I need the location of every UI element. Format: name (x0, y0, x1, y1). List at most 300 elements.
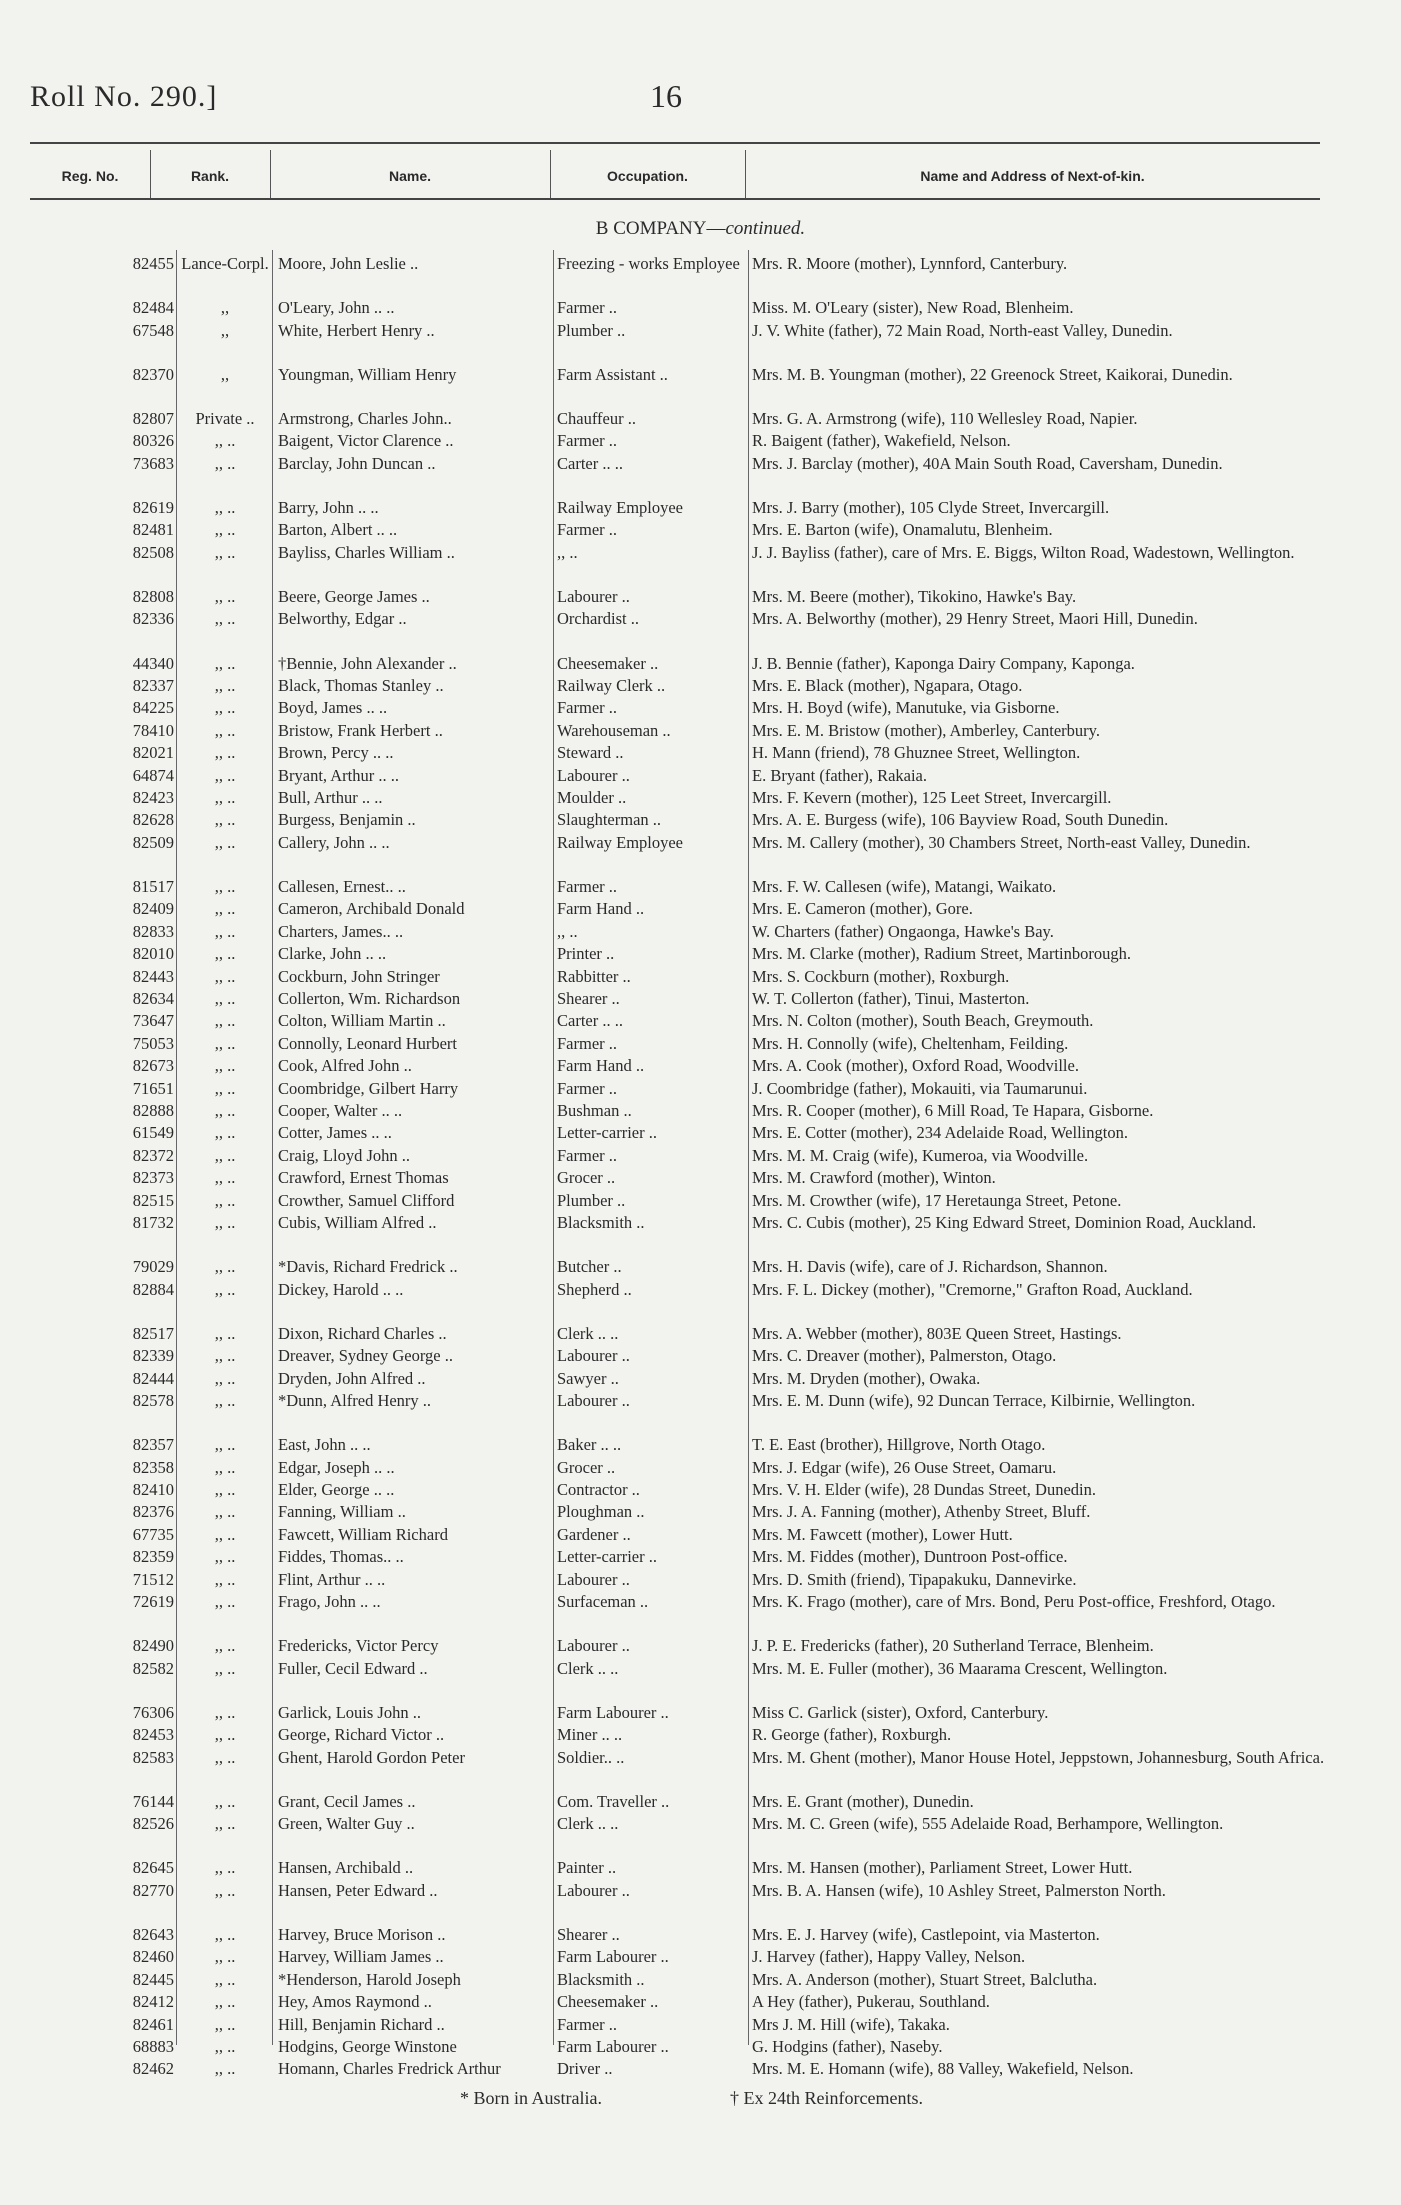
occupation: Farmer .. (557, 698, 618, 718)
occupation: ,, .. (557, 542, 578, 562)
column-header-occupation: Occupation. (607, 168, 688, 184)
next-of-kin: J. B. Bennie (father), Kaponga Dairy Company, Kaponga. (752, 653, 1135, 673)
rank: ,, .. (214, 2037, 236, 2056)
soldier-name: Crawford, Ernest Thomas (278, 1168, 449, 1188)
soldier-name: Flint, Arthur .. .. (278, 1569, 386, 1589)
soldier-name: George, Richard Victor .. (278, 1725, 445, 1745)
soldier-name: Brown, Percy .. .. (278, 743, 394, 763)
occupation: Farmer .. (557, 431, 618, 451)
rank: ,, .. (214, 1480, 236, 1499)
occupation: Painter .. (557, 1858, 617, 1878)
reg-number: 82339 (132, 1346, 174, 1366)
next-of-kin: Mrs. M. Dryden (mother), Owaka. (752, 1368, 981, 1388)
occupation: Clerk .. .. (557, 1814, 619, 1834)
reg-number: 82443 (132, 966, 174, 986)
rank: ,, .. (214, 1725, 236, 1745)
rank: ,, .. (214, 1747, 236, 1767)
soldier-name: Charters, James.. .. (278, 921, 404, 941)
occupation: Gardener .. (557, 1524, 631, 1544)
occupation: Soldier.. .. (557, 1747, 625, 1767)
footnote-reinforcements: † Ex 24th Reinforcements. (730, 2088, 923, 2108)
reg-number: 82460 (132, 1947, 174, 1967)
soldier-name: Callesen, Ernest.. .. (278, 877, 406, 896)
occupation: Plumber .. (557, 1190, 626, 1210)
rank: ,, .. (214, 1636, 236, 1656)
next-of-kin: Mrs. D. Smith (friend), Tipapakuku, Dannevirke. (752, 1569, 1077, 1589)
next-of-kin: Mrs. A. Cook (mother), Oxford Road, Woodville. (752, 1056, 1079, 1076)
occupation: Labourer .. (557, 1636, 630, 1656)
reg-number: 84225 (132, 698, 174, 718)
soldier-name: Belworthy, Edgar .. (278, 609, 407, 629)
occupation: Butcher .. (557, 1257, 622, 1277)
next-of-kin: Mrs. A. Anderson (mother), Stuart Street, Balclutha. (752, 1969, 1098, 1989)
soldier-name: Burgess, Benjamin .. (278, 810, 416, 830)
rank: ,, (220, 298, 230, 318)
soldier-name: Dryden, John Alfred .. (278, 1368, 426, 1388)
rank: ,, .. (214, 453, 236, 473)
reg-number: 82884 (132, 1279, 174, 1299)
occupation: Farm Labourer .. (557, 2037, 669, 2056)
reg-number: 82021 (132, 743, 174, 763)
soldier-name: Bayliss, Charles William .. (278, 542, 455, 562)
rank: ,, .. (214, 1925, 236, 1944)
occupation: Railway Clerk .. (557, 676, 666, 695)
rank: ,, .. (214, 1368, 236, 1388)
reg-number: 82336 (132, 609, 174, 629)
occupation: Farm Labourer .. (557, 1702, 669, 1722)
rank: ,, .. (214, 2014, 236, 2034)
rank: ,, .. (214, 431, 236, 451)
next-of-kin: Miss C. Garlick (sister), Oxford, Canterbury. (752, 1702, 1049, 1722)
next-of-kin: Mrs. V. H. Elder (wife), 28 Dundas Street, Dunedin. (752, 1480, 1097, 1499)
occupation: Farm Hand .. (557, 1056, 645, 1076)
soldier-name: *Davis, Richard Fredrick .. (278, 1257, 458, 1277)
rank: ,, .. (214, 1791, 236, 1811)
reg-number: 82461 (132, 2014, 174, 2034)
reg-number: 82358 (132, 1457, 174, 1477)
reg-number: 73647 (132, 1011, 174, 1031)
next-of-kin: Mrs. E. Black (mother), Ngapara, Otago. (752, 676, 1023, 695)
soldier-name: Barclay, John Duncan .. (278, 453, 436, 473)
next-of-kin: Mrs. F. W. Callesen (wife), Matangi, Waikato. (752, 877, 1057, 896)
reg-number: 82508 (132, 542, 174, 562)
next-of-kin: Mrs. M. Ghent (mother), Manor House Hotel, Jeppstown, Johannesburg, South Africa. (752, 1747, 1325, 1767)
reg-number: 79029 (132, 1257, 174, 1277)
rank: Private .. (195, 409, 255, 428)
rank: ,, .. (214, 720, 236, 740)
next-of-kin: Mrs J. M. Hill (wife), Takaka. (752, 2014, 950, 2034)
next-of-kin: Miss. M. O'Leary (sister), New Road, Blenheim. (752, 298, 1074, 318)
next-of-kin: Mrs. A. Webber (mother), 803E Queen Street, Hastings. (752, 1323, 1122, 1343)
next-of-kin: Mrs. H. Connolly (wife), Cheltenham, Feilding. (752, 1033, 1069, 1053)
footnote-australia: * Born in Australia. (460, 2088, 602, 2108)
occupation: Labourer .. (557, 765, 630, 785)
rank: ,, .. (214, 1123, 236, 1143)
reg-number: 82370 (132, 364, 174, 384)
next-of-kin: W. Charters (father) Ongaonga, Hawke's Bay. (752, 921, 1054, 941)
soldier-name: Black, Thomas Stanley .. (278, 676, 444, 695)
occupation: Labourer .. (557, 1391, 630, 1410)
roll-number: Roll No. 290.] (30, 80, 218, 113)
soldier-name: Bull, Arthur .. .. (278, 788, 383, 807)
reg-number: 82509 (132, 832, 174, 852)
occupation: Farmer .. (557, 1033, 618, 1053)
rank: ,, .. (214, 498, 236, 517)
soldier-name: Harvey, William James .. (278, 1947, 444, 1967)
soldier-name: Dixon, Richard Charles .. (278, 1323, 447, 1343)
next-of-kin: Mrs. H. Boyd (wife), Manutuke, via Gisborne. (752, 698, 1060, 718)
next-of-kin: Mrs. E. Grant (mother), Dunedin. (752, 1791, 974, 1811)
column-header-reg: Reg. No. (61, 168, 119, 184)
occupation: Carter .. .. (557, 453, 623, 473)
rank: ,, .. (214, 921, 236, 941)
rank: ,, .. (214, 765, 236, 785)
reg-number: 64874 (132, 765, 174, 785)
soldier-name: Colton, William Martin .. (278, 1011, 446, 1031)
reg-number: 82583 (132, 1747, 174, 1767)
reg-number: 82578 (132, 1391, 174, 1410)
rank: ,, .. (214, 1323, 236, 1343)
soldier-name: Bryant, Arthur .. .. (278, 765, 399, 785)
next-of-kin: R. George (father), Roxburgh. (752, 1725, 952, 1745)
next-of-kin: Mrs. E. M. Bristow (mother), Amberley, Canterbury. (752, 720, 1100, 740)
next-of-kin: Mrs. C. Cubis (mother), 25 King Edward Street, Dominion Road, Auckland. (752, 1213, 1257, 1232)
rank: ,, .. (214, 1858, 236, 1878)
occupation: Moulder .. (557, 788, 627, 807)
next-of-kin: Mrs. E. Cotter (mother), 234 Adelaide Road, Wellington. (752, 1123, 1128, 1143)
rank: ,, .. (214, 743, 236, 763)
reg-number: 82888 (132, 1101, 174, 1120)
rank: ,, .. (214, 1969, 236, 1989)
rank: ,, .. (214, 1457, 236, 1477)
rank: ,, .. (214, 944, 236, 964)
soldier-name: Homann, Charles Fredrick Arthur (278, 2059, 501, 2079)
occupation: Farmer .. (557, 1078, 618, 1098)
occupation: Rabbitter .. (557, 966, 631, 986)
soldier-name: Connolly, Leonard Hurbert (278, 1033, 458, 1053)
occupation: Surfaceman .. (557, 1592, 649, 1611)
next-of-kin: T. E. East (brother), Hillgrove, North Otago. (752, 1435, 1046, 1455)
rank: ,, .. (214, 1702, 236, 1722)
soldier-name: Boyd, James .. .. (278, 698, 388, 718)
rank: ,, .. (214, 788, 236, 807)
next-of-kin: Mrs. A. E. Burgess (wife), 106 Bayview Road, South Dunedin. (752, 810, 1169, 830)
soldier-name: Youngman, William Henry (278, 364, 457, 384)
soldier-name: Cockburn, John Stringer (278, 966, 440, 986)
column-header-next-of-kin: Name and Address of Next-of-kin. (920, 168, 1145, 184)
rank: ,, .. (214, 1346, 236, 1366)
next-of-kin: Mrs. M. M. Craig (wife), Kumeroa, via Woodville. (752, 1145, 1089, 1165)
reg-number: 71651 (132, 1078, 174, 1098)
next-of-kin: Mrs. J. Edgar (wife), 26 Ouse Street, Oamaru. (752, 1457, 1057, 1477)
occupation: Baker .. .. (557, 1435, 622, 1455)
next-of-kin: J. Coombridge (father), Mokauiti, via Taumarunui. (752, 1078, 1088, 1098)
occupation: Shearer .. (557, 1925, 620, 1944)
reg-number: 82444 (132, 1368, 174, 1388)
reg-number: 82628 (132, 810, 174, 830)
company-name: B COMPANY— (595, 218, 726, 239)
reg-number: 73683 (132, 453, 174, 473)
next-of-kin: G. Hodgins (father), Naseby. (752, 2037, 943, 2056)
soldier-name: Green, Walter Guy .. (278, 1814, 415, 1834)
reg-number: 68883 (132, 2037, 174, 2056)
soldier-name: Callery, John .. .. (278, 832, 390, 852)
next-of-kin: Mrs. M. Clarke (mother), Radium Street, Martinborough. (752, 944, 1131, 964)
rank: ,, .. (214, 1011, 236, 1031)
reg-number: 81517 (132, 877, 174, 896)
occupation: Chauffeur .. (557, 409, 636, 428)
soldier-name: Dreaver, Sydney George .. (278, 1346, 453, 1366)
occupation: Blacksmith .. (557, 1213, 645, 1232)
soldier-name: *Dunn, Alfred Henry .. (278, 1391, 432, 1410)
soldier-name: Hansen, Archibald .. (278, 1858, 414, 1878)
reg-number: 82526 (132, 1814, 174, 1834)
next-of-kin: Mrs. M. Beere (mother), Tikokino, Hawke's Bay. (752, 587, 1077, 606)
next-of-kin: Mrs. M. B. Youngman (mother), 22 Greenock Street, Kaikorai, Dunedin. (752, 364, 1233, 384)
rank: ,, .. (214, 1435, 236, 1455)
next-of-kin: Mrs. M. C. Green (wife), 555 Adelaide Road, Berhampore, Wellington. (752, 1814, 1224, 1834)
next-of-kin: W. T. Collerton (father), Tinui, Masterton. (752, 989, 1030, 1008)
occupation: Com. Traveller .. (557, 1791, 670, 1811)
reg-number: 82453 (132, 1725, 174, 1745)
reg-number: 82673 (132, 1056, 174, 1076)
reg-number: 44340 (132, 653, 174, 673)
soldier-name: Edgar, Joseph .. .. (278, 1457, 395, 1477)
occupation: Bushman .. (557, 1101, 632, 1120)
next-of-kin: Mrs. A. Belworthy (mother), 29 Henry Street, Maori Hill, Dunedin. (752, 609, 1198, 629)
rank: ,, .. (214, 1257, 236, 1277)
occupation: Blacksmith .. (557, 1969, 645, 1989)
occupation: Sawyer .. (557, 1368, 619, 1388)
next-of-kin: A Hey (father), Pukerau, Southland. (752, 1992, 990, 2012)
rank: ,, .. (214, 587, 236, 606)
soldier-name: Crowther, Samuel Clifford (278, 1190, 455, 1210)
rank: ,, .. (214, 1880, 236, 1900)
soldier-name: Fredericks, Victor Percy (278, 1636, 439, 1656)
rank: ,, .. (214, 1145, 236, 1165)
soldier-name: Barry, John .. .. (278, 498, 379, 517)
soldier-name: Craig, Lloyd John .. (278, 1145, 410, 1165)
reg-number: 82645 (132, 1858, 174, 1878)
soldier-name: Hill, Benjamin Richard .. (278, 2014, 445, 2034)
soldier-name: Beere, George James .. (278, 587, 430, 606)
occupation: Plumber .. (557, 320, 626, 340)
next-of-kin: Mrs. F. Kevern (mother), 125 Leet Street, Invercargill. (752, 788, 1112, 807)
reg-number: 82582 (132, 1658, 174, 1678)
rank: ,, .. (214, 1279, 236, 1299)
soldier-name: Cooper, Walter .. .. (278, 1101, 403, 1120)
soldier-name: Garlick, Louis John .. (278, 1702, 421, 1722)
next-of-kin: Mrs. J. A. Fanning (mother), Athenby Street, Bluff. (752, 1502, 1091, 1522)
occupation: Labourer .. (557, 587, 630, 606)
reg-number: 82010 (132, 944, 174, 964)
rank: Lance-Corpl. (181, 254, 269, 273)
soldier-name: Hansen, Peter Edward .. (278, 1880, 438, 1900)
next-of-kin: Mrs. C. Dreaver (mother), Palmerston, Otago. (752, 1346, 1057, 1366)
reg-number: 82359 (132, 1547, 174, 1567)
reg-number: 82376 (132, 1502, 174, 1522)
reg-number: 82409 (132, 899, 174, 919)
next-of-kin: Mrs. M. Callery (mother), 30 Chambers Street, North-east Valley, Dunedin. (752, 832, 1251, 852)
rank: ,, .. (214, 1168, 236, 1188)
soldier-name: Fuller, Cecil Edward .. (278, 1658, 428, 1678)
occupation: Slaughterman .. (557, 810, 662, 830)
reg-number: 82770 (132, 1880, 174, 1900)
rank: ,, .. (214, 520, 236, 540)
reg-number: 81732 (132, 1213, 174, 1232)
occupation: Railway Employee (557, 498, 684, 517)
soldier-name: Elder, George .. .. (278, 1480, 395, 1499)
rank: ,, .. (214, 966, 236, 986)
occupation: Carter .. .. (557, 1011, 623, 1031)
soldier-name: Collerton, Wm. Richardson (278, 989, 461, 1008)
occupation: Farmer .. (557, 877, 618, 896)
occupation: Cheesemaker .. (557, 653, 659, 673)
next-of-kin: Mrs. M. Crawford (mother), Winton. (752, 1168, 996, 1188)
reg-number: 82357 (132, 1435, 174, 1455)
soldier-name: Bristow, Frank Herbert .. (278, 720, 443, 740)
next-of-kin: Mrs. J. Barry (mother), 105 Clyde Street, Invercargill. (752, 498, 1110, 517)
next-of-kin: Mrs. E. Cameron (mother), Gore. (752, 899, 973, 919)
reg-number: 82517 (132, 1323, 174, 1343)
reg-number: 82807 (132, 409, 174, 428)
rank: ,, .. (214, 810, 236, 830)
reg-number: 82808 (132, 587, 174, 606)
occupation: Orchardist .. (557, 609, 640, 629)
rank: ,, (220, 364, 230, 384)
soldier-name: Ghent, Harold Gordon Peter (278, 1747, 465, 1767)
rank: ,, .. (214, 1947, 236, 1967)
next-of-kin: Mrs. R. Cooper (mother), 6 Mill Road, Te Hapara, Gisborne. (752, 1101, 1154, 1120)
reg-number: 75053 (132, 1033, 174, 1053)
rank: ,, .. (214, 676, 236, 695)
soldier-name: Clarke, John .. .. (278, 944, 387, 964)
occupation: Driver .. (557, 2059, 613, 2079)
rank: ,, .. (214, 1569, 236, 1589)
company-continued: continued. (725, 218, 806, 239)
occupation: ,, .. (557, 921, 578, 941)
occupation: Ploughman .. (557, 1502, 645, 1522)
occupation: Letter-carrier .. (557, 1123, 657, 1143)
soldier-name: Cotter, James .. .. (278, 1123, 392, 1143)
reg-number: 82484 (132, 298, 174, 318)
occupation: Labourer .. (557, 1346, 630, 1366)
soldier-name: Coombridge, Gilbert Harry (278, 1078, 459, 1098)
rank: ,, .. (214, 653, 236, 673)
reg-number: 78410 (132, 720, 174, 740)
reg-number: 82372 (132, 1145, 174, 1165)
reg-number: 82490 (132, 1636, 174, 1656)
occupation: Grocer .. (557, 1457, 616, 1477)
occupation: Farmer .. (557, 520, 618, 540)
occupation: Printer .. (557, 944, 615, 964)
reg-number: 80326 (132, 431, 174, 451)
rank: ,, .. (214, 1658, 236, 1678)
soldier-name: Cubis, William Alfred .. (278, 1213, 437, 1232)
occupation: Farmer .. (557, 2014, 618, 2034)
rank: ,, .. (214, 1992, 236, 2012)
rank: ,, .. (214, 1592, 236, 1611)
next-of-kin: J. J. Bayliss (father), care of Mrs. E. Biggs, Wilton Road, Wadestown, Wellington. (752, 542, 1295, 562)
next-of-kin: Mrs. M. E. Homann (wife), 88 Valley, Wakefield, Nelson. (752, 2059, 1134, 2079)
soldier-name: Hey, Amos Raymond .. (278, 1992, 432, 2012)
occupation: Miner .. .. (557, 1725, 623, 1745)
reg-number: 82833 (132, 921, 174, 941)
reg-number: 82445 (132, 1969, 174, 1989)
rank: ,, .. (214, 877, 236, 896)
rank: ,, .. (214, 542, 236, 562)
occupation: Farmer .. (557, 298, 618, 318)
next-of-kin: Mrs. B. A. Hansen (wife), 10 Ashley Street, Palmerston North. (752, 1880, 1166, 1900)
next-of-kin: R. Baigent (father), Wakefield, Nelson. (752, 431, 1011, 451)
next-of-kin: Mrs. E. J. Harvey (wife), Castlepoint, via Masterton. (752, 1925, 1100, 1944)
next-of-kin: H. Mann (friend), 78 Ghuznee Street, Wellington. (752, 743, 1081, 763)
reg-number: 82455 (132, 254, 174, 273)
soldier-name: Moore, John Leslie .. (278, 254, 419, 273)
rank: ,, .. (214, 1078, 236, 1098)
column-header-rank: Rank. (190, 168, 230, 184)
soldier-name: Dickey, Harold .. .. (278, 1279, 404, 1299)
next-of-kin: Mrs. J. Barclay (mother), 40A Main South Road, Caversham, Dunedin. (752, 453, 1223, 473)
occupation: Farm Assistant .. (557, 364, 668, 384)
reg-number: 82634 (132, 989, 174, 1008)
occupation: Clerk .. .. (557, 1323, 619, 1343)
reg-number: 82423 (132, 788, 174, 807)
next-of-kin: Mrs. M. Hansen (mother), Parliament Street, Lower Hutt. (752, 1858, 1133, 1878)
reg-number: 82412 (132, 1992, 174, 2012)
reg-number: 82643 (132, 1925, 174, 1944)
next-of-kin: Mrs. N. Colton (mother), South Beach, Greymouth. (752, 1011, 1094, 1031)
soldier-name: Armstrong, Charles John.. (278, 409, 452, 428)
page-number: 16 (650, 78, 682, 114)
reg-number: 82337 (132, 676, 174, 695)
next-of-kin: E. Bryant (father), Rakaia. (752, 765, 928, 785)
occupation: Steward .. (557, 743, 624, 763)
occupation: Shepherd .. (557, 1279, 632, 1299)
next-of-kin: Mrs. M. Crowther (wife), 17 Heretaunga Street, Petone. (752, 1190, 1122, 1210)
reg-number: 76144 (132, 1791, 174, 1811)
next-of-kin: Mrs. M. E. Fuller (mother), 36 Maarama Crescent, Wellington. (752, 1658, 1168, 1678)
occupation: Farm Hand .. (557, 899, 645, 919)
soldier-name: Fiddes, Thomas.. .. (278, 1547, 404, 1567)
rank: ,, .. (214, 1524, 236, 1544)
occupation: Labourer .. (557, 1880, 630, 1900)
rank: ,, .. (214, 1547, 236, 1567)
occupation: Grocer .. (557, 1168, 616, 1188)
occupation: Letter-carrier .. (557, 1547, 657, 1567)
soldier-name: East, John .. .. (278, 1435, 371, 1455)
occupation: Labourer .. (557, 1569, 630, 1589)
reg-number: 67735 (132, 1524, 174, 1544)
next-of-kin: Mrs. S. Cockburn (mother), Roxburgh. (752, 966, 1010, 986)
next-of-kin: Mrs. E. Barton (wife), Onamalutu, Blenheim. (752, 520, 1053, 540)
soldier-name: White, Herbert Henry .. (278, 320, 435, 340)
occupation: Farm Labourer .. (557, 1947, 669, 1967)
rank: ,, .. (214, 1056, 236, 1076)
soldier-name: †Bennie, John Alexander .. (278, 653, 457, 673)
soldier-name: Grant, Cecil James .. (278, 1791, 416, 1811)
soldier-name: Fawcett, William Richard (278, 1524, 448, 1544)
next-of-kin: Mrs. E. M. Dunn (wife), 92 Duncan Terrace, Kilbirnie, Wellington. (752, 1391, 1196, 1410)
reg-number: 82481 (132, 520, 174, 540)
rank: ,, .. (214, 2059, 236, 2079)
rank: ,, (220, 320, 230, 340)
rank: ,, .. (214, 899, 236, 919)
occupation: Railway Employee (557, 832, 684, 852)
reg-number: 72619 (132, 1592, 174, 1611)
next-of-kin: J. Harvey (father), Happy Valley, Nelson. (752, 1947, 1026, 1967)
occupation: Contractor .. (557, 1480, 640, 1499)
